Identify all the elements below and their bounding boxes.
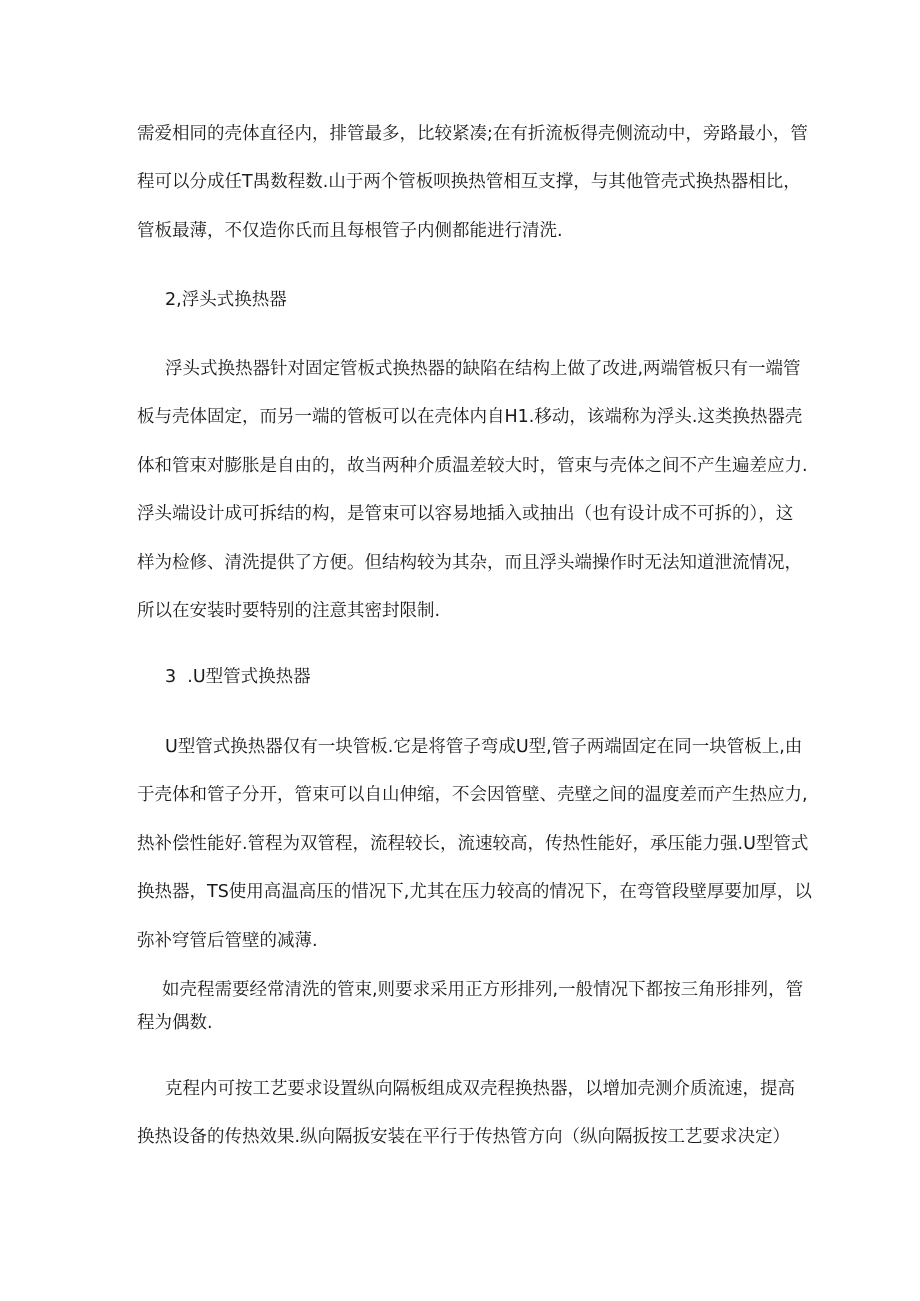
- paragraph-1-line-3: 管板最薄，不仅造你氏而且每根管子内侧都能进行清洗.: [137, 221, 563, 241]
- paragraph-2-line-4: 浮头端设计成可拆结的构，是管束可以容易地插入或抽出（也有设计成不可拆的），这: [137, 504, 794, 524]
- paragraph-3-line-1: U型管式换热器仅有一块管板.它是将管子弯成U型,管子两端固定在同一块管板上,由: [165, 737, 803, 757]
- paragraph-4-line-2: 程为偶数.: [137, 1013, 213, 1033]
- section-heading-u-tube: 3 .U型管式换热器: [165, 667, 311, 687]
- paragraph-3-line-4: 换热器，TS使用高温高压的惜况下,尤其在压力较高的情况下，在弯管段壁厚要加厚，以: [137, 882, 812, 902]
- paragraph-1-line-2: 程可以分成任T禺数程数.山于两个管板呗换热管相互支撑，与其他管壳式换热器相比，: [137, 172, 801, 192]
- paragraph-3-line-3: 热补偿性能好.管程为双管程，流程较长，流速较高，传热性能好，承压能力强.U型管式: [137, 834, 809, 854]
- section-heading-floating-head: 2,浮头式换热器: [165, 290, 287, 310]
- paragraph-2-line-1: 浮头式换热器针对固定管板式换热器的缺陷在结构上做了改进,两端管板只有一端管: [165, 359, 801, 379]
- paragraph-4-line-1: 如壳程需要经常清洗的管束,则要求采用正方形排列,一般情况下都按三角形排列，管: [162, 980, 804, 1000]
- paragraph-2-line-5: 样为检修、清洗提供了方便。但结构较为其杂，而且浮头端操作时无法知道泄流情况，: [137, 553, 802, 573]
- paragraph-1-line-1: 需爱相同的壳体直径内，排管最多，比较紧凑;在有折流板得壳侧流动中，旁路最小，管: [137, 124, 808, 144]
- paragraph-3-line-2: 于壳体和管子分开，管束可以自山伸缩，不会因管壁、壳壁之间的温度差而产生热应力,: [137, 785, 808, 805]
- paragraph-2-line-6: 所以在安装时要特别的注意其密封限制.: [137, 601, 441, 621]
- paragraph-5-line-1: 克程内可按工艺要求设置纵向隔板组成双壳程换热器，以增加壳测介质流速，提高: [165, 1079, 795, 1099]
- paragraph-3-line-5: 弥补穹管后管壁的减薄.: [137, 931, 318, 951]
- paragraph-2-line-3: 体和管束对膨胀是自由的，故当两种介质温差较大时，管束与壳体之间不产生遍差应力.: [137, 456, 808, 476]
- paragraph-2-line-2: 板与壳体固定，而另一端的管板可以在壳体内自H1.移动，该端称为浮头.这类换热器壳: [137, 407, 803, 427]
- paragraph-5-line-2: 换热设备的传热效果.纵向隔扳安装在平行于传热管方向（纵向隔扳按工艺要求决定）: [137, 1127, 791, 1147]
